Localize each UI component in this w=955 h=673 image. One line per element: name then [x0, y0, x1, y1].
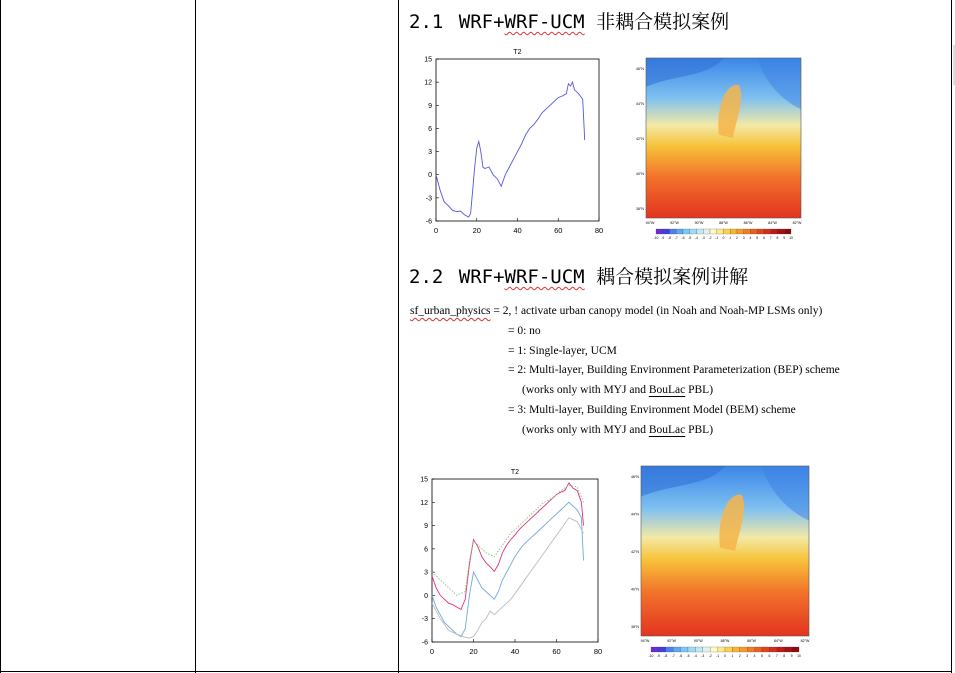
colorbar-label: 6 [768, 654, 771, 658]
lon-label: 84°W [773, 639, 783, 643]
lon-label: 86°W [743, 221, 753, 225]
lon-label: 86°W [747, 639, 757, 643]
colorbar-swatch [703, 647, 710, 652]
colorbar-swatch [725, 647, 732, 652]
colorbar-label: -1 [716, 654, 720, 658]
x-tick-label: 0 [429, 647, 435, 656]
colorbar-label: 5 [756, 236, 759, 240]
colorbar-swatch [764, 229, 771, 234]
lat-label: 46°N [635, 67, 644, 71]
note-text-end: PBL) [685, 384, 714, 397]
colorbar-label: -4 [694, 236, 699, 240]
lon-label: 92°W [670, 221, 679, 225]
colorbar-swatch [697, 229, 704, 234]
colorbar-label: 7 [769, 236, 772, 240]
boulac-word: BouLac [648, 384, 686, 397]
x-tick-label: 40 [510, 647, 520, 656]
y-tick-label: 12 [420, 499, 428, 507]
colorbar-swatch [681, 647, 688, 652]
lon-label: 82°W [792, 221, 802, 225]
heading-prefix: WRF+ [458, 11, 505, 33]
note-text-end: PBL) [685, 423, 714, 436]
param-line [410, 302, 840, 322]
y-tick-label: 3 [428, 149, 432, 157]
x-tick-label: 80 [594, 226, 604, 235]
colorbar-label: 0 [722, 236, 725, 240]
option-0: = 0: no [508, 324, 541, 337]
x-tick-label: 0 [433, 226, 439, 235]
heading-chinese: 非耦合模拟案例 [596, 11, 730, 33]
colorbar-label: 10 [797, 654, 801, 658]
colorbar-label: 2 [736, 236, 738, 240]
x-tick-label: 20 [472, 226, 481, 235]
colorbar-swatch [747, 647, 754, 652]
colorbar-label: -4 [693, 654, 697, 658]
colorbar-label: -6 [679, 654, 683, 658]
heading-squiggle-text: WRF-UCM [504, 266, 585, 288]
y-tick-label: 12 [424, 79, 432, 87]
heading-chinese: 耦合模拟案例讲解 [596, 266, 749, 288]
y-tick-label: -3 [425, 195, 432, 203]
colorbar-swatch [690, 229, 697, 234]
colorbar-swatch [651, 647, 658, 652]
y-tick-label: 6 [428, 125, 432, 133]
colorbar-label: -10 [648, 654, 654, 658]
colorbar-label: 5 [761, 654, 763, 658]
y-tick-label: -6 [425, 218, 432, 226]
colorbar-label: -8 [667, 236, 672, 240]
t2-line-chart-coupled [406, 466, 608, 666]
colorbar-swatch [683, 229, 690, 234]
series-line-2 [432, 518, 584, 638]
param-name: sf_urban_physics [410, 305, 491, 317]
y-tick-label: 3 [424, 569, 428, 577]
colorbar-label: 7 [775, 654, 778, 658]
option-2: = 2: Multi-layer, Building Environment Parameterization (BEP) scheme [508, 364, 840, 377]
colorbar-label: 4 [749, 236, 752, 240]
series-line-1 [432, 502, 584, 636]
series-line-3 [432, 485, 584, 595]
option-3-note [410, 421, 840, 441]
heading-prefix: WRF+ [458, 266, 505, 288]
urban-physics-options [410, 302, 840, 441]
series-line-0 [436, 82, 585, 217]
table-divider-2 [398, 0, 399, 673]
colorbar-label: -2 [708, 236, 712, 240]
table-divider-1 [195, 0, 196, 673]
lat-label: 46°N [630, 475, 639, 479]
colorbar-label: -7 [674, 236, 678, 240]
lat-label: 38°N [630, 625, 639, 629]
lat-label: 38°N [635, 207, 644, 211]
option-2-note [410, 381, 840, 401]
lon-label: 90°W [693, 639, 703, 643]
colorbar-swatch [755, 647, 762, 652]
x-tick-label: 60 [552, 647, 561, 656]
colorbar-swatch [757, 229, 764, 234]
lon-label: 88°W [720, 639, 730, 643]
colorbar-swatch [710, 647, 717, 652]
colorbar-label: -9 [656, 654, 660, 658]
colorbar-swatch [740, 647, 747, 652]
colorbar-label: -6 [681, 236, 685, 240]
table-border-bottom [0, 671, 952, 672]
t2-line-chart-uncoupled [412, 46, 612, 242]
colorbar-swatch [676, 229, 683, 234]
colorbar-swatch [778, 229, 785, 234]
colorbar-swatch [710, 229, 717, 234]
colorbar-swatch [769, 647, 776, 652]
lat-label: 42°N [635, 137, 644, 141]
x-tick-label: 40 [513, 226, 522, 235]
colorbar-label: 6 [763, 236, 765, 240]
note-text: (works only with MYJ and [522, 384, 649, 397]
y-tick-label: 9 [424, 523, 428, 531]
y-tick-label: 15 [424, 56, 432, 64]
colorbar-label: -5 [688, 236, 692, 240]
table-border-right [951, 0, 952, 673]
lon-label: 84°W [768, 221, 777, 225]
colorbar-label: -1 [715, 236, 719, 240]
colorbar-label: 8 [783, 654, 786, 658]
colorbar-swatch [688, 647, 695, 652]
colorbar-swatch [737, 229, 744, 234]
colorbar-swatch [718, 647, 725, 652]
colorbar-label: -3 [701, 654, 705, 658]
y-tick-label: 6 [424, 546, 428, 554]
colorbar-swatch [784, 229, 791, 234]
lon-label: 92°W [667, 639, 677, 643]
lon-label: 94°W [645, 221, 655, 225]
colorbar-label: 2 [738, 654, 741, 658]
colorbar-swatch [703, 229, 710, 234]
colorbar-label: 8 [776, 236, 779, 240]
colorbar-label: -5 [686, 654, 690, 658]
lon-label: 82°W [800, 639, 810, 643]
colorbar-label: 4 [753, 654, 756, 658]
colorbar-swatch [666, 647, 673, 652]
colorbar-label: -2 [708, 654, 712, 658]
colorbar-swatch [732, 647, 739, 652]
option-1: = 1: Single-layer, UCM [508, 344, 617, 357]
y-tick-label: 15 [420, 476, 428, 484]
chart-frame [432, 479, 598, 642]
colorbar-swatch [658, 647, 665, 652]
table-border-left [0, 0, 1, 673]
colorbar-label: 10 [789, 236, 793, 240]
lat-label: 42°N [630, 550, 639, 554]
colorbar-swatch [717, 229, 724, 234]
colorbar-label: 9 [790, 654, 793, 658]
colorbar-swatch [762, 647, 769, 652]
colorbar-label: 1 [729, 236, 732, 240]
lat-label: 40°N [630, 587, 639, 592]
chart-frame [436, 59, 599, 221]
colorbar-label: 3 [746, 654, 749, 658]
x-tick-label: 20 [469, 647, 478, 656]
heading-2-1 [409, 7, 729, 34]
lat-label: 44°N [635, 102, 644, 106]
x-tick-label: 80 [593, 647, 603, 656]
colorbar-swatch [670, 229, 677, 234]
colorbar-label: 0 [724, 654, 726, 658]
lon-label: 88°W [719, 221, 728, 225]
lon-label: 90°W [694, 221, 704, 225]
heading-squiggle-text: WRF-UCM [504, 11, 585, 33]
colorbar-label: -10 [653, 236, 659, 240]
lat-label: 40°N [635, 172, 644, 176]
colorbar-label: 3 [742, 236, 745, 240]
colorbar-swatch [784, 647, 791, 652]
colorbar-label: 1 [731, 654, 734, 658]
colorbar-swatch [771, 229, 778, 234]
y-tick-label: 9 [428, 102, 432, 110]
heading-number: 2.2 [409, 266, 444, 288]
colorbar-swatch [777, 647, 784, 652]
temperature-map-coupled [625, 464, 811, 666]
x-tick-label: 60 [554, 226, 563, 235]
colorbar-swatch [663, 229, 670, 234]
y-tick-label: -3 [421, 616, 428, 624]
chart-title: T2 [510, 469, 520, 476]
colorbar-swatch [724, 229, 731, 234]
colorbar-swatch [792, 647, 799, 652]
heading-2-2 [409, 262, 748, 289]
colorbar-swatch [695, 647, 702, 652]
lon-label: 94°W [640, 639, 650, 643]
colorbar-swatch [656, 229, 663, 234]
colorbar-label: -7 [671, 654, 675, 658]
y-tick-label: 0 [428, 172, 432, 180]
y-tick-label: 0 [424, 592, 428, 600]
heading-number: 2.1 [409, 11, 444, 33]
colorbar-swatch [751, 229, 758, 234]
note-text: (works only with MYJ and [522, 423, 649, 436]
chart-title: T2 [513, 49, 522, 56]
colorbar-swatch [730, 229, 737, 234]
colorbar-label: -3 [701, 236, 705, 240]
option-3: = 3: Multi-layer, Building Environment Model (BEM) scheme [508, 403, 796, 416]
colorbar-swatch [744, 229, 751, 234]
y-tick-label: -6 [421, 639, 428, 647]
colorbar-label: -9 [661, 236, 665, 240]
series-line-0 [432, 483, 584, 610]
temperature-map-uncoupled [628, 52, 808, 242]
colorbar-label: 9 [783, 236, 786, 240]
lat-label: 44°N [630, 512, 639, 517]
colorbar-label: -8 [664, 654, 668, 658]
param-description: = 2, ! activate urban canopy model (in Noah and Noah-MP LSMs only) [490, 305, 823, 317]
boulac-word: BouLac [648, 423, 686, 436]
colorbar-swatch [673, 647, 680, 652]
